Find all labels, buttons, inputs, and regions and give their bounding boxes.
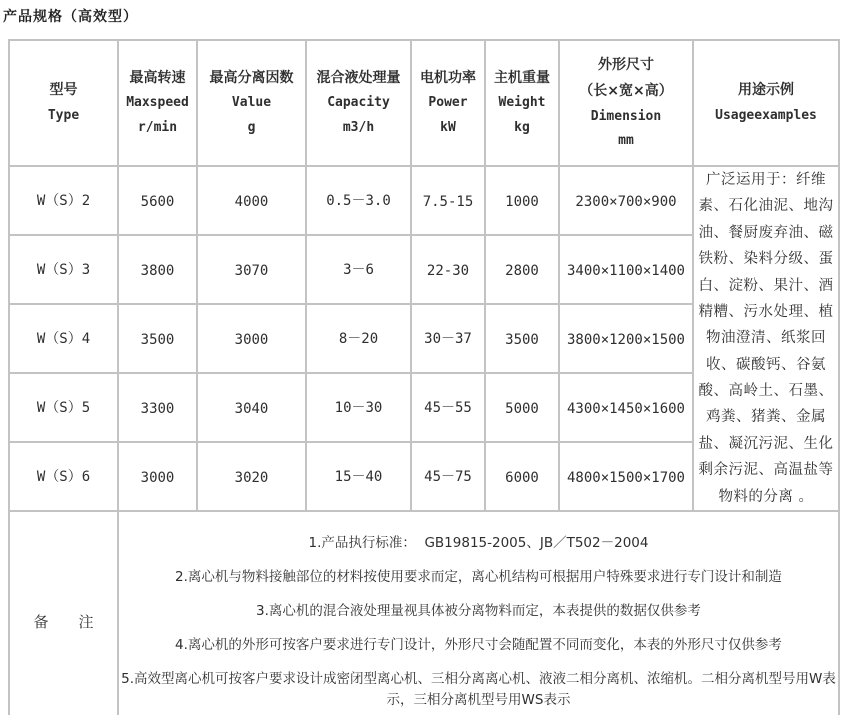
weight-cell [485,235,559,304]
column-header-line: kW [440,120,456,136]
dimension-value: 3400×1100×1400 [566,262,685,279]
note-item-3: 3.离心机的混合液处理量视具体被分离物料而定，本表提供的数据仅供参考 [256,602,701,619]
header-row [9,40,839,166]
maxspeed-value: 3500 [140,331,175,348]
maxspeed-cell [118,166,197,235]
weight-value: 3500 [505,331,539,348]
column-header-5 [485,40,559,166]
capacity-value: 15－40 [334,469,383,486]
dimension-value: 3800×1200×1500 [566,331,685,348]
capacity-value: 10－30 [334,400,383,417]
column-header-line: Weight [498,95,546,111]
weight-value: 5000 [505,400,539,417]
column-header-line: Dimension [590,108,662,124]
notes-label: 备 注 [9,511,118,715]
column-header-line: Capacity [327,95,390,111]
model-value: W（S）6 [36,469,91,486]
capacity-value: 0.5－3.0 [326,193,391,210]
power-value: 45－55 [424,400,472,417]
column-header-line: Usageexamples [715,107,817,123]
value-cell [197,304,306,373]
capacity-value: 8－20 [338,331,379,348]
note-item-5: 5.高效型离心机可按客户要求设计成密闭型离心机、三相分离离心机、液液二相分离机、浓缩机。二相分离机型号用W表示，三相分离机型号用WS表示 [121,670,836,708]
power-value: 30－37 [424,331,472,348]
maxspeed-value: 3800 [140,262,175,279]
power-cell [411,442,485,511]
dimension-cell [559,235,693,304]
maxspeed-cell [118,442,197,511]
value-cell [197,373,306,442]
spec-table-body [9,166,839,715]
weight-cell [485,304,559,373]
weight-value: 2800 [505,262,539,279]
note-item-2: 2.离心机与物料接触部位的材料按使用要求而定，离心机结构可根据用户特殊要求进行专门设计和制造 [175,569,782,586]
model-value: W（S）5 [36,400,91,417]
notes-row [9,511,839,715]
power-value: 7.5-15 [422,193,474,210]
column-header-line: r/min [137,120,178,136]
column-header-line: Type [47,107,80,123]
table-row [9,166,839,235]
power-value: 22-30 [426,262,470,279]
column-header-2 [197,40,306,166]
dimension-cell [559,442,693,511]
note-item-4: 4.离心机的外形可按客户要求进行专门设计，外形尺寸会随配置不同而变化，本表的外形尺寸仅供参考 [175,636,782,653]
spec-table-header [9,40,839,166]
power-cell [411,373,485,442]
notes-content [118,511,839,715]
usage-examples-text: 广泛运用于：纤维素、石化油泥、地沟油、餐厨废弃油、磁铁粉、染料分级、蛋白、淀粉、果汁、酒精糟、污水处理、植物油澄清、纸浆回收、碳酸钙、谷氨酸、高岭土、石墨、鸡粪、猪粪、金属盐、凝沉污泥、生化剩余污泥、高温盐等物料的分离 。 [698,172,834,505]
column-header-line: m3/h [342,120,375,136]
model-cell [9,373,118,442]
weight-cell [485,166,559,235]
model-cell [9,304,118,373]
value-value: 4000 [234,193,269,210]
column-header-line: 电机功率 [420,70,476,86]
value-value: 3000 [234,331,269,348]
column-header-line: Power [428,95,468,111]
value-cell [197,442,306,511]
value-value: 3040 [234,400,269,417]
capacity-cell [306,442,411,511]
model-cell [9,442,118,511]
weight-value: 1000 [505,193,539,210]
capacity-value: 3－6 [343,262,374,279]
model-cell [9,235,118,304]
column-header-line: （长×宽×高） [579,83,673,100]
column-header-line: 混合液处理量 [316,70,401,86]
page-title: 产品规格（高效型） [3,9,138,25]
weight-cell [485,373,559,442]
dimension-value: 2300×700×900 [575,193,677,210]
value-cell [197,235,306,304]
column-header-line: 最高转速 [129,70,186,86]
power-cell [411,166,485,235]
capacity-cell [306,235,411,304]
column-header-line: Maxspeed [126,95,189,111]
column-header-1 [118,40,197,166]
spec-table [8,39,840,715]
value-cell [197,166,306,235]
power-cell [411,304,485,373]
column-header-line: 主机重量 [494,70,550,86]
dimension-cell [559,166,693,235]
capacity-cell [306,304,411,373]
maxspeed-value: 5600 [140,193,175,210]
column-header-line: Value [231,95,272,111]
capacity-cell [306,373,411,442]
dimension-cell [559,373,693,442]
column-header-line: 外形尺寸 [598,56,654,73]
column-header-line: mm [618,133,634,149]
maxspeed-cell [118,304,197,373]
value-value: 3020 [234,469,269,486]
column-header-line: 最高分离因数 [209,70,294,86]
column-header-line: 型号 [49,82,78,99]
column-header-line: kg [514,120,530,136]
column-header-6 [559,40,693,166]
dimension-cell [559,304,693,373]
weight-value: 6000 [505,469,539,486]
power-value: 45－75 [424,469,472,486]
weight-cell [485,442,559,511]
model-cell [9,166,118,235]
model-value: W（S）2 [36,193,91,210]
note-item-1: 1.产品执行标准： GB19815-2005、JB／T502－2004 [308,535,649,552]
column-header-0 [9,40,118,166]
dimension-value: 4300×1450×1600 [566,400,685,417]
maxspeed-cell [118,373,197,442]
capacity-cell [306,166,411,235]
maxspeed-cell [118,235,197,304]
column-header-3 [306,40,411,166]
value-value: 3070 [234,262,269,279]
maxspeed-value: 3300 [140,400,175,417]
column-header-line: 用途示例 [738,82,794,99]
model-value: W（S）4 [36,331,91,348]
column-header-line: g [247,120,256,136]
dimension-value: 4800×1500×1700 [566,469,685,486]
column-header-7 [693,40,839,166]
usage-examples-cell [693,166,839,511]
model-value: W（S）3 [36,262,91,279]
column-header-4 [411,40,485,166]
maxspeed-value: 3000 [140,469,175,486]
power-cell [411,235,485,304]
